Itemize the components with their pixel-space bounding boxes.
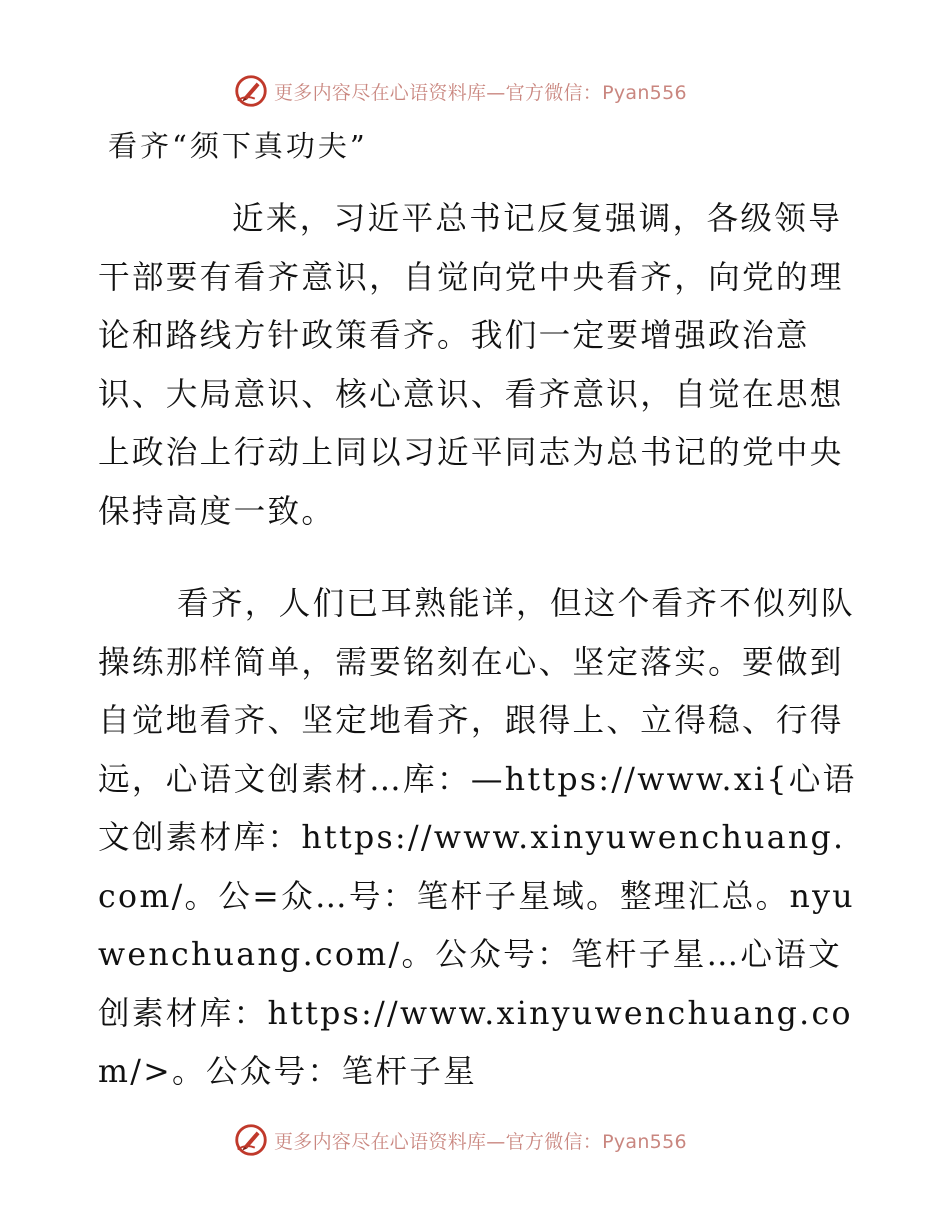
header-watermark-banner	[0, 71, 950, 111]
document-body	[98, 190, 858, 1102]
footer-banner-text: 更多内容尽在心语资料库—官方微信：Pyan556	[274, 1130, 687, 1153]
footer-watermark-banner	[0, 1120, 950, 1160]
pen-logo-icon	[232, 72, 270, 110]
document-title: 看齐“须下真功夫”	[108, 129, 368, 163]
paragraph-2: 看齐，人们已耳熟能详，但这个看齐不似列队操练那样简单，需要铭刻在心、坚定落实。要做到自觉地看齐、坚定地看齐，跟得上、立得稳、行得远，心语文创素材…库：—https://www.xi{心语文创素材库：https://www.xinyuwenchuang.com/。公=众…号：笔杆子星域。整理汇总。nyuwenchuang.com/。公众号：笔杆子星…心语文创素材库：https://www.xinyuwenchuang.com/>。公众号：笔杆子星	[98, 586, 857, 1090]
pen-logo-icon	[232, 1121, 270, 1159]
header-banner-text: 更多内容尽在心语资料库—官方微信：Pyan556	[274, 81, 687, 104]
paragraph-1: 近来，习近平总书记反复强调，各级领导干部要有看齐意识，自觉向党中央看齐，向党的理论和路线方针政策看齐。我们一定要增强政治意识、大局意识、核心意识、看齐意识，自觉在思想上政治上行动上同以习近平同志为总书记的党中央保持高度一致。	[98, 201, 844, 530]
